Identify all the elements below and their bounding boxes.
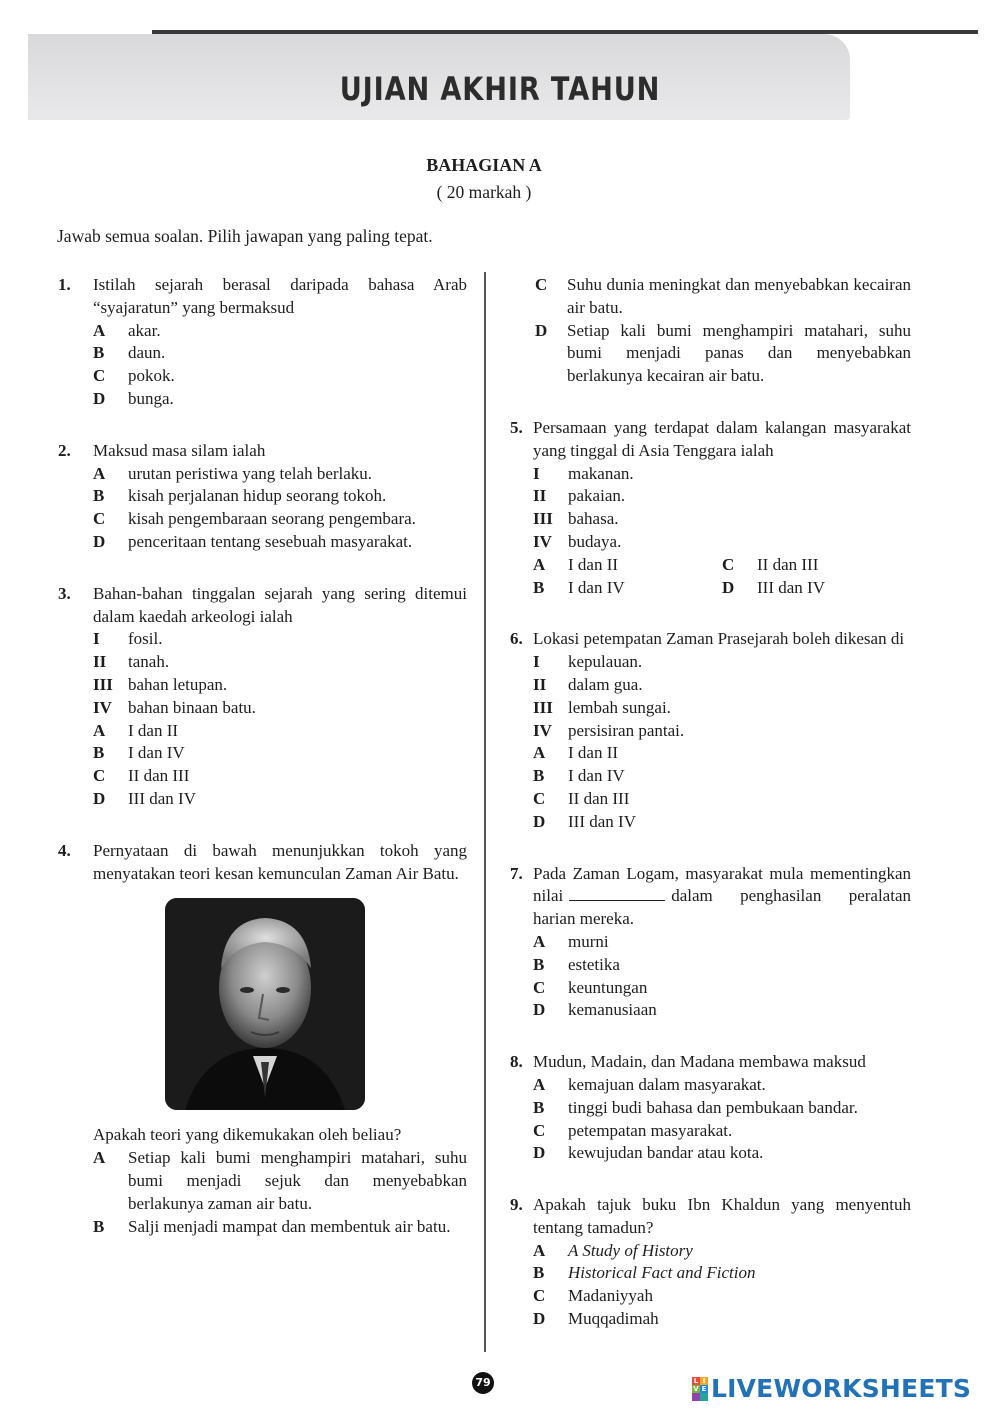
section-marks: ( 20 markah ) (436, 182, 532, 202)
option-a[interactable]: A murni (533, 931, 609, 951)
question-text: Maksud masa silam ialah (93, 440, 266, 460)
option-d[interactable]: D III dan IV (533, 811, 636, 831)
portrait-photo (165, 898, 365, 1110)
option-c[interactable]: C pokok. (93, 366, 175, 386)
option-b[interactable]: B I dan IV (93, 743, 185, 763)
option-d[interactable]: D Muqqadimah (533, 1309, 659, 1329)
statement-iv: IV persisiran pantai. (533, 720, 685, 740)
option-a[interactable]: A Setiap kali bumi menghampiri matahari, suhu bumi menjadi sejuk dan menyebabkan berlakunya zaman air batu. (93, 1148, 467, 1213)
question-text: Bahan-bahan tinggalan sejarah yang sering ditemui dalam kaedah arkeologi ialah (93, 583, 467, 626)
option-c[interactable]: C II dan III (533, 788, 630, 808)
section-title: BAHAGIAN A (426, 155, 542, 175)
option-a[interactable]: A I dan II (533, 743, 619, 763)
answer-blank (569, 900, 665, 901)
question-2: 2. Maksud masa silam ialah A urutan peristiwa yang telah berlaku. B kisah perjalanan hidup seorang tokoh. C kisah pengembaraan seorang pengembara. D penceritaan tentang sesebuah masyarakat. (58, 440, 467, 554)
question-4: 4. Pernyataan di bawah menunjukkan tokoh yang menyatakan teori kesan kemunculan Zaman Air Batu. Apakah teori yang dikemukakan oleh beliau? A Setiap kali bumi menghampiri matahari, suhu bumi menjadi sejuk dan menyebabkan berlakunya zaman air batu. B Salji menjadi mampat dan membentuk air batu. (58, 840, 467, 1239)
right-column (498, 274, 911, 1331)
option-b[interactable]: B I dan IV (533, 766, 625, 786)
option-c[interactable]: C petempatan masyarakat. (533, 1120, 733, 1140)
question-text: Apakah tajuk buku Ibn Khaldun yang menyentuh tentang tamadun? (533, 1195, 911, 1237)
question-4-option-d[interactable]: D Setiap kali bumi menghampiri matahari, suhu bumi menjadi panas dan menyebabkan berlakunya kecairan air batu. (535, 320, 911, 386)
option-c[interactable]: C II dan III (722, 554, 819, 574)
option-d[interactable]: D kewujudan bandar atau kota. (533, 1143, 764, 1163)
option-c[interactable]: C kisah pengembaraan seorang pengembara. (93, 509, 416, 529)
option-a[interactable]: A urutan peristiwa yang telah berlaku. (93, 463, 373, 483)
option-d[interactable]: D bunga. (93, 388, 174, 408)
page-number: 79 (472, 1372, 494, 1394)
statement-iii: III bahasa. (533, 509, 619, 529)
option-c[interactable]: C Madaniyyah (533, 1286, 653, 1306)
options-row-2 (533, 577, 911, 600)
question-9: 9. Apakah tajuk buku Ibn Khaldun yang menyentuh tentang tamadun? A A Study of History B Historical Fact and Fiction C Madaniyyah D Muqqadimah (498, 1194, 911, 1331)
option-b[interactable]: B tinggi budi bahasa dan pembukaan bandar. (533, 1097, 858, 1117)
question-7: 7. Pada Zaman Logam, masyarakat mula mementingkan nilai dalam penghasilan peralatan harian mereka. A murni B estetika C keuntungan D kemanusiaan (498, 863, 911, 1023)
option-b[interactable]: B Salji menjadi mampat dan membentuk air batu. (93, 1216, 451, 1236)
statement-ii: II tanah. (93, 652, 170, 672)
question-text: Mudun, Madain, dan Madana membawa maksud (533, 1052, 866, 1072)
page-title: UJIAN AKHIR TAHUN (339, 70, 661, 108)
question-8: 8. Mudun, Madain, dan Madana membawa maksud A kemajuan dalam masyarakat. B tinggi budi bahasa dan pembukaan bandar. C petempatan masyarakat. D kewujudan bandar atau kota. (498, 1051, 911, 1165)
option-b[interactable]: B Historical Fact and Fiction (533, 1263, 756, 1283)
statement-iv: IV bahan binaan batu. (93, 697, 256, 717)
liveworksheets-logo (692, 1374, 971, 1403)
portrait-image (165, 898, 365, 1110)
question-text: Istilah sejarah berasal daripada bahasa Arab “syajaratun” yang bermaksud (93, 275, 467, 317)
question-4-prompt: Apakah teori yang dikemukakan oleh beliau? (93, 1125, 402, 1145)
statement-iv: IV budaya. (533, 531, 622, 551)
statement-i: I makanan. (533, 463, 634, 483)
question-1: 1. Istilah sejarah berasal daripada bahasa Arab “syajaratun” yang bermaksud A akar. B daun. C pokok. D bunga. (58, 274, 467, 411)
question-text: Pernyataan di bawah menunjukkan tokoh yang menyatakan teori kesan kemunculan Zaman Air Batu. (93, 840, 467, 883)
option-a[interactable]: A akar. (93, 320, 161, 340)
option-a[interactable]: A kemajuan dalam masyarakat. (533, 1074, 766, 1094)
option-a[interactable]: A I dan II (533, 554, 619, 574)
option-a[interactable]: A A Study of History (533, 1240, 693, 1260)
option-b[interactable]: B kisah perjalanan hidup seorang tokoh. (93, 486, 387, 506)
option-b[interactable]: B estetika (533, 954, 620, 974)
left-column (58, 274, 467, 1238)
column-divider (484, 272, 486, 1352)
instructions: Jawab semua soalan. Pilih jawapan yang paling tepat. (57, 226, 433, 246)
option-d[interactable]: D III dan IV (722, 577, 825, 597)
question-3: 3. Bahan-bahan tinggalan sejarah yang sering ditemui dalam kaedah arkeologi ialah I fosil. II tanah. III bahan letupan. IV bahan binaan batu. A I dan II B I dan IV C II dan III D III dan IV (58, 583, 467, 811)
question-text: Persamaan yang terdapat dalam kalangan masyarakat yang tinggal di Asia Tenggara ialah (533, 417, 911, 460)
option-c[interactable]: C II dan III (93, 766, 190, 786)
option-d[interactable]: D kemanusiaan (533, 1000, 657, 1020)
statement-ii: II pakaian. (533, 486, 626, 506)
statement-i: I kepulauan. (533, 652, 643, 672)
statement-iii: III bahan letupan. (93, 674, 228, 694)
options-row-1 (533, 554, 911, 577)
question-4-option-c[interactable]: C Suhu dunia meningkat dan menyebabkan kecairan air batu. (535, 275, 911, 317)
statement-i: I fosil. (93, 629, 163, 649)
option-d[interactable]: D penceritaan tentang sesebuah masyarakat. (93, 531, 413, 551)
option-c[interactable]: C keuntungan (533, 977, 648, 997)
question-5: 5. Persamaan yang terdapat dalam kalangan masyarakat yang tinggal di Asia Tenggara ialah I makanan. II pakaian. III bahasa. IV budaya. A I dan II C II dan III B I dan IV D III dan IV (498, 417, 911, 599)
option-d[interactable]: D III dan IV (93, 788, 196, 808)
question-text: Pada Zaman Logam, masyarakat mula mementingkan nilai dalam penghasilan peralatan harian mereka. (533, 863, 911, 929)
option-b[interactable]: B daun. (93, 343, 166, 363)
option-a[interactable]: A I dan II (93, 720, 179, 740)
question-text: Lokasi petempatan Zaman Prasejarah boleh dikesan di (533, 629, 905, 649)
statement-ii: II dalam gua. (533, 674, 643, 694)
question-6: 6. Lokasi petempatan Zaman Prasejarah boleh dikesan di I kepulauan. II dalam gua. III lembah sungai. IV persisiran pantai. A I dan II B I dan IV C II dan III D III dan IV (498, 628, 911, 833)
liveworksheets-icon: L I V E (692, 1377, 708, 1401)
brand-name: LIVEWORKSHEETS (711, 1374, 972, 1403)
option-b[interactable]: B I dan IV (533, 577, 625, 597)
statement-iii: III lembah sungai. (533, 697, 671, 717)
